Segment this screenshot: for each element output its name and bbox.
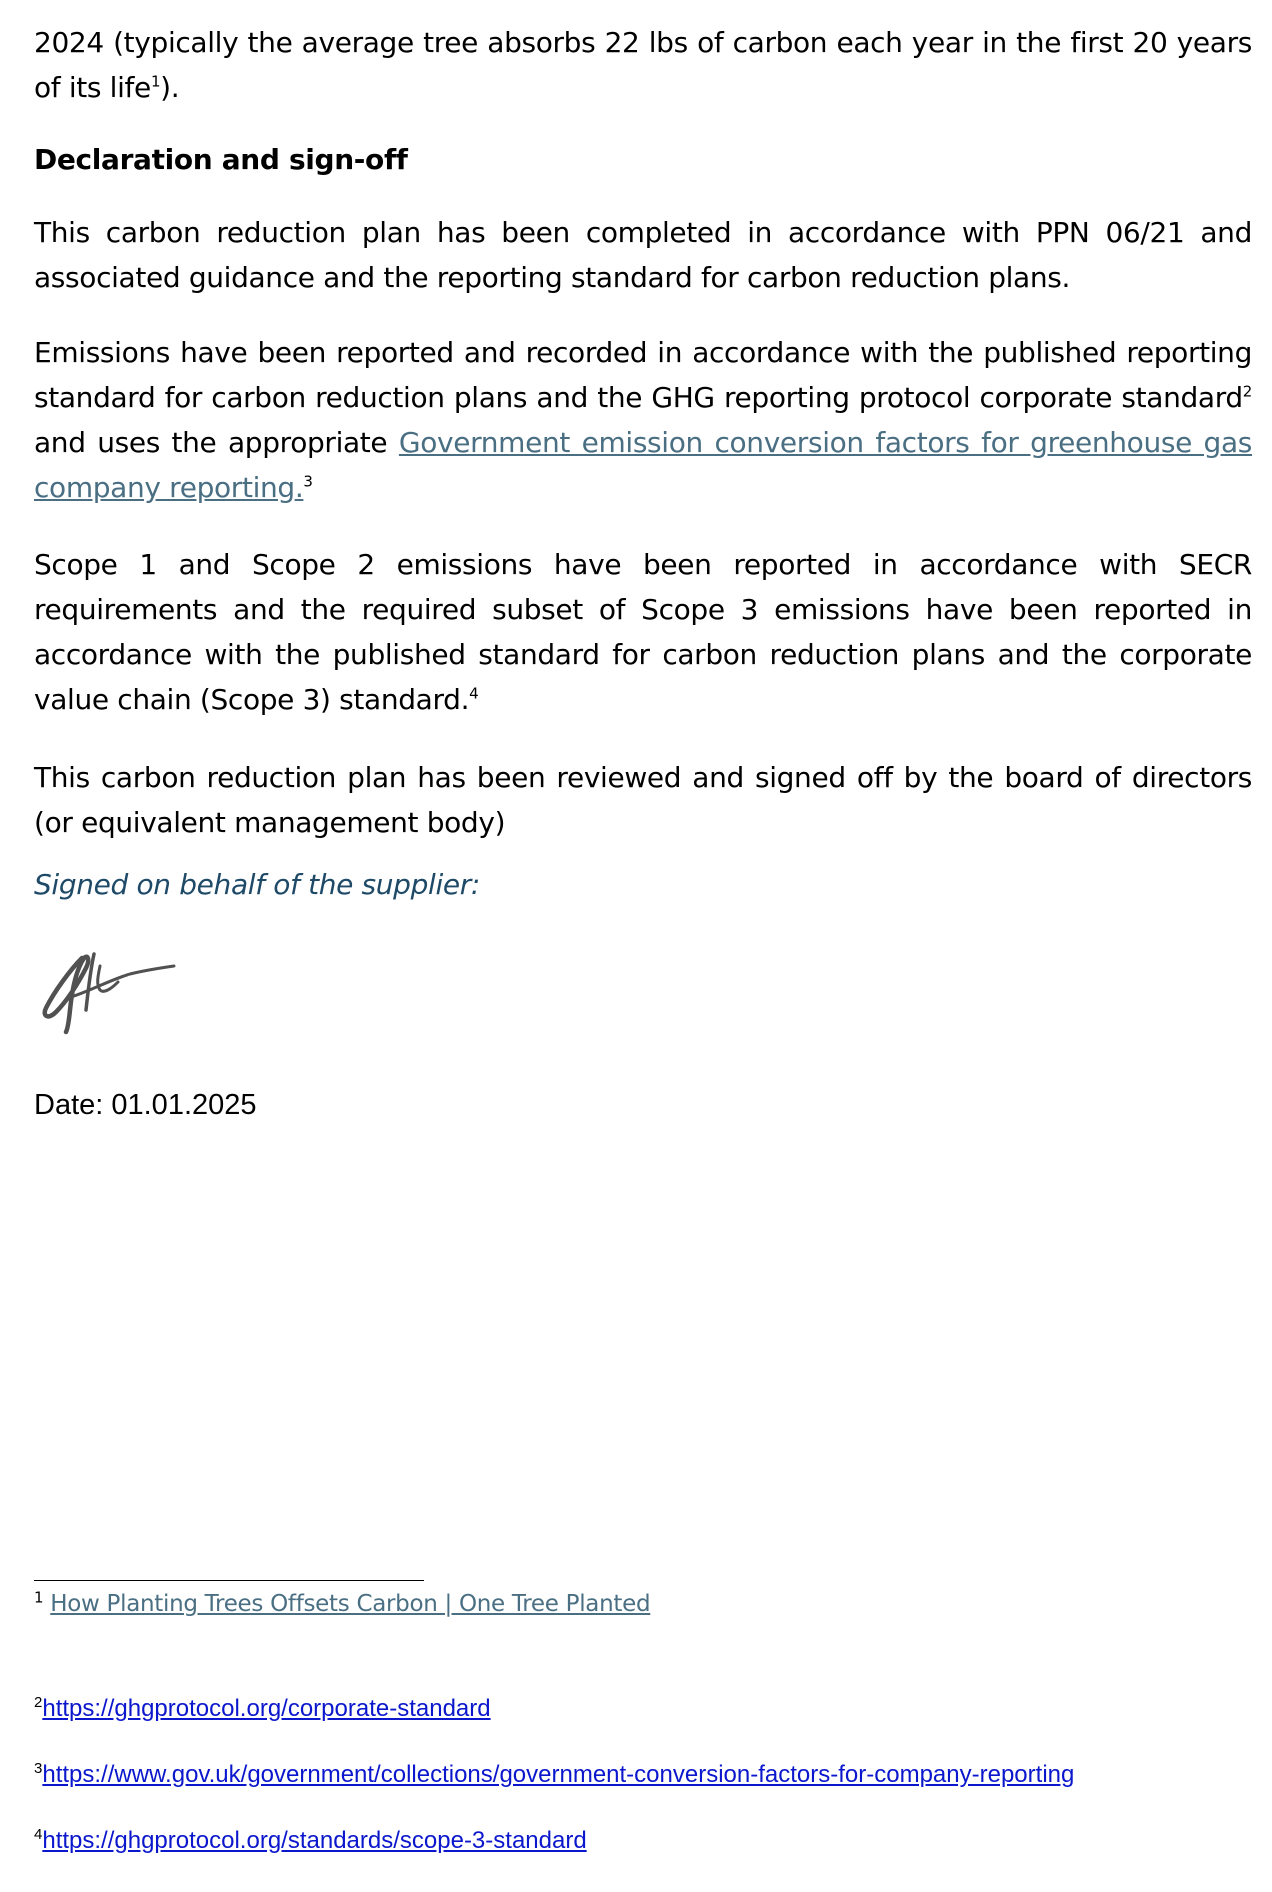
footnote-link-one-tree-planted[interactable]: How Planting Trees Offsets Carbon | One Tree Planted	[50, 1591, 651, 1617]
footnote-number-4: 4	[34, 1826, 43, 1843]
footnote-3	[34, 1759, 1074, 1791]
conversion-factors-link[interactable]: Government emission conversion factors for greenhouse gas company reporting	[34, 426, 1252, 504]
footnote-link-corporate-standard[interactable]: https://ghgprotocol.org/corporate-standard	[42, 1695, 491, 1722]
footnote-ref-2[interactable]: 2	[1242, 382, 1252, 401]
footnote-2	[34, 1693, 491, 1725]
scope-paragraph	[34, 542, 1252, 722]
footnote-number-3: 3	[34, 1760, 43, 1777]
footnote-ref-3[interactable]: 3	[303, 472, 313, 491]
intro-text: 2024 (typically the average tree absorbs 22 lbs of carbon each year in the first 20 years of its life	[34, 26, 1252, 104]
footnote-number-2: 2	[34, 1694, 43, 1711]
intro-closing: ).	[160, 71, 180, 104]
scope-text: Scope 1 and Scope 2 emissions have been reported in accordance with SECR requirements and the required subset of Scope 3 emissions have been reported in accordance with the published standard for carbon reduction plans and the corporate value chain (Scope 3) standard.	[34, 548, 1252, 716]
footnote-1	[34, 1588, 650, 1620]
footnote-4	[34, 1825, 587, 1857]
emissions-text-b: and uses the appropriate	[34, 426, 399, 459]
completion-paragraph: This carbon reduction plan has been completed in accordance with PPN 06/21 and associated guidance and the reporting standard for carbon reduction plans.	[34, 216, 1252, 294]
footnote-link-scope-3-standard[interactable]: https://ghgprotocol.org/standards/scope-3-standard	[42, 1827, 587, 1854]
footnote-number-1: 1	[34, 1588, 44, 1607]
footnote-ref-4[interactable]: 4	[469, 684, 479, 703]
handwritten-signature	[34, 940, 184, 1040]
footnote-separator	[34, 1580, 424, 1581]
document-page	[34, 0, 1252, 1892]
footnote-ref-1[interactable]: 1	[150, 72, 161, 91]
footnote-link-conversion-factors[interactable]: https://www.gov.uk/government/collections/government-conversion-factors-for-company-reporting	[42, 1761, 1075, 1788]
section-heading: Declaration and sign-off	[34, 143, 408, 176]
signature-date: Date: 01.01.2025	[34, 1089, 257, 1121]
intro-paragraph-tail	[34, 20, 1252, 110]
emissions-paragraph	[34, 330, 1252, 510]
emissions-text-a: Emissions have been reported and recorded in accordance with the published reporting standard for carbon reduction plans and the GHG reporting protocol corporate standard	[34, 336, 1252, 414]
signoff-paragraph: This carbon reduction plan has been reviewed and signed off by the board of directors (or equivalent management body)	[34, 761, 1252, 839]
signed-on-behalf-label: Signed on behalf of the supplier:	[34, 868, 480, 901]
conversion-factors-link-period: .	[294, 471, 304, 504]
